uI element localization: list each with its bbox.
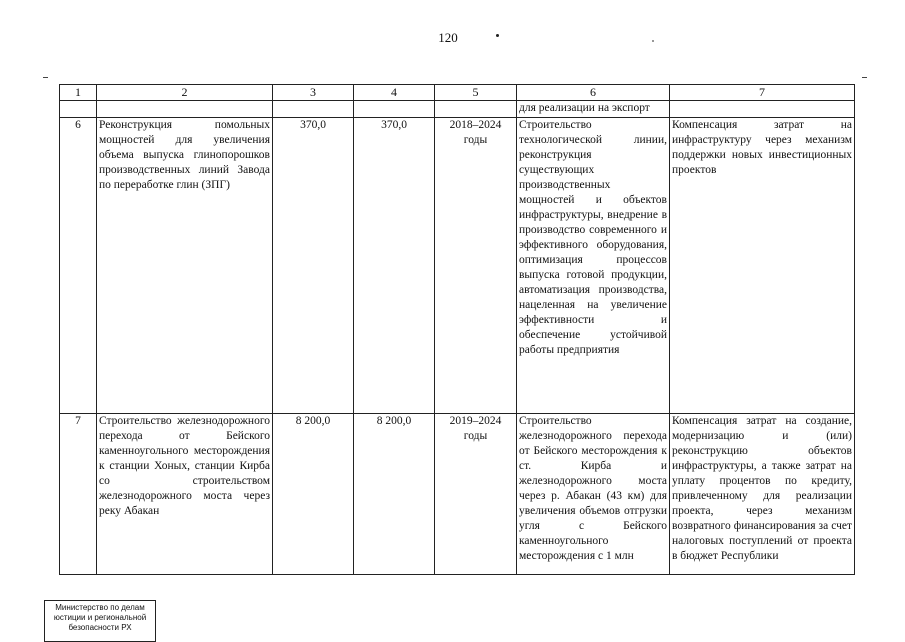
project-activities: Строительство железнодорожного перехода от Бейского месторождения к ст. Кирба и железнодорожного моста через р. Абакан (43 км) для увеличения объемов отгрузки угля с Бейского каменноугольного месторождения с 1 млн (517, 414, 670, 575)
ministry-stamp (44, 600, 156, 642)
amount-investment: 370,0 (354, 118, 435, 414)
row-number: 6 (60, 118, 97, 414)
scan-speck (652, 40, 654, 42)
column-number-row (60, 85, 855, 101)
program-table (59, 84, 855, 575)
table-row (60, 118, 855, 414)
project-name: Строительство железнодорожного перехода от Бейского каменноугольного месторождения к станции Хоных, станции Кирба со строительством железнодорожного моста через реку Абакан (97, 414, 273, 575)
support-measures: Компенсация затрат на инфраструктуру через механизм поддержки новых инвестиционных проектов (670, 118, 855, 414)
amount-total: 8 200,0 (273, 414, 354, 575)
column-number-header: 1 (60, 85, 97, 101)
margin-mark-left (43, 77, 48, 78)
column-number-header: 7 (670, 85, 855, 101)
implementation-period: 2018–2024 годы (435, 118, 517, 414)
column-number-header: 5 (435, 85, 517, 101)
continuation-text: для реализации на экспорт (517, 101, 670, 118)
project-activities: Строительство технологической линии, реконструкция существующих производственных мощностей и объектов инфраструктуры, внедрение в производство современного и эффективного оборудования, оптимизация процессов выпуска готовой продукции, автоматизация производства, нацеленная на увеличение эффективности и обеспечение устойчивой работы предприятия (517, 118, 670, 414)
table-row (60, 414, 855, 575)
project-name: Реконструкция помольных мощностей для увеличения объема выпуска глинопорошков производственных линий Завода по переработке глин (ЗПГ) (97, 118, 273, 414)
stamp-line: Министерство по делам (55, 603, 145, 612)
column-number-header: 4 (354, 85, 435, 101)
support-measures: Компенсация затрат на создание, модернизацию и (или) реконструкцию объектов инфраструктуры, а также затрат на уплату процентов по кредиту, привлеченному для реализации проекта, через механизм возвратного финансирования за счет налоговых поступлений от проекта в бюджет Республики (670, 414, 855, 575)
continuation-row (60, 101, 855, 118)
margin-mark-right (862, 77, 867, 78)
column-number-header: 6 (517, 85, 670, 101)
column-number-header: 3 (273, 85, 354, 101)
column-number-header: 2 (97, 85, 273, 101)
stamp-line: юстиции и региональной (53, 613, 147, 622)
stamp-line: безопасности РХ (68, 623, 132, 632)
amount-investment: 8 200,0 (354, 414, 435, 575)
row-number: 7 (60, 414, 97, 575)
implementation-period: 2019–2024 годы (435, 414, 517, 575)
amount-total: 370,0 (273, 118, 354, 414)
page-number: 120 (438, 30, 458, 45)
scan-speck (496, 34, 499, 37)
